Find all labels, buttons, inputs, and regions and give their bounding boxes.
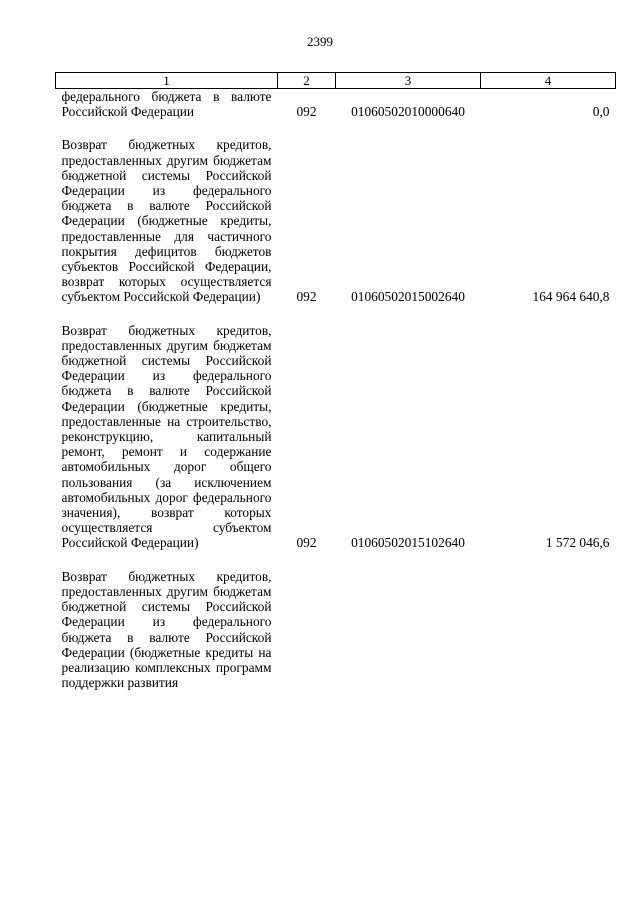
row-kbk-code (336, 569, 481, 691)
table-body (56, 89, 616, 691)
row-description: Возврат бюджетных кредитов, предоставленных другим бюджетам бюджетной системы Российской Федерации из федерального бюджета в валюте Российской Федерации (бюджетные кредиты на реализацию комплексных программ поддержки развития (61, 568, 272, 691)
row-amount: 1 572 046,6 (545, 535, 610, 551)
row-kbk-code: 01060502015002640 (351, 289, 465, 305)
header-row (56, 73, 616, 89)
row-amount: 0,0 (592, 104, 610, 120)
row-admin-code: 092 (296, 289, 317, 305)
header-col-4: 4 (481, 73, 616, 89)
page-number: 2399 (307, 34, 333, 49)
table-row (56, 89, 616, 138)
row-description: федерального бюджета в валюте Российской Федерации (61, 89, 272, 120)
row-description: Возврат бюджетных кредитов, предоставленных другим бюджетам бюджетной системы Российской Федерации из федерального бюджета в валюте Российской Федерации (бюджетные кредиты, предоставленные на строительство, реконструкцию, капитальный ремонт, ремонт и содержание автомобильных дорог общего пользования (за исключением автомобильных дорог федерального значения), возврат которых осуществляется субъектом Российской Федерации) (61, 322, 272, 551)
table-row (56, 323, 616, 569)
row-amount: 164 964 640,8 (532, 289, 610, 305)
row-amount (481, 569, 616, 691)
row-kbk-code: 01060502010000640 (351, 104, 465, 120)
row-admin-code (278, 569, 336, 691)
row-admin-code: 092 (296, 535, 317, 551)
header-col-2: 2 (278, 73, 336, 89)
table-row (56, 569, 616, 691)
budget-table (55, 72, 616, 690)
row-admin-code: 092 (296, 104, 317, 120)
row-kbk-code: 01060502015102640 (351, 535, 465, 551)
table-row (56, 137, 616, 322)
header-col-1: 1 (56, 73, 278, 89)
row-description: Возврат бюджетных кредитов, предоставленных другим бюджетам бюджетной системы Российской Федерации из федерального бюджета в валюте Российской Федерации (бюджетные кредиты, предоставленные для частичного покрытия дефицитов бюджетов субъектов Российской Федерации, возврат которых осуществляется субъектом Российской Федерации) (61, 137, 272, 305)
header-col-3: 3 (336, 73, 481, 89)
table-header (56, 73, 616, 89)
